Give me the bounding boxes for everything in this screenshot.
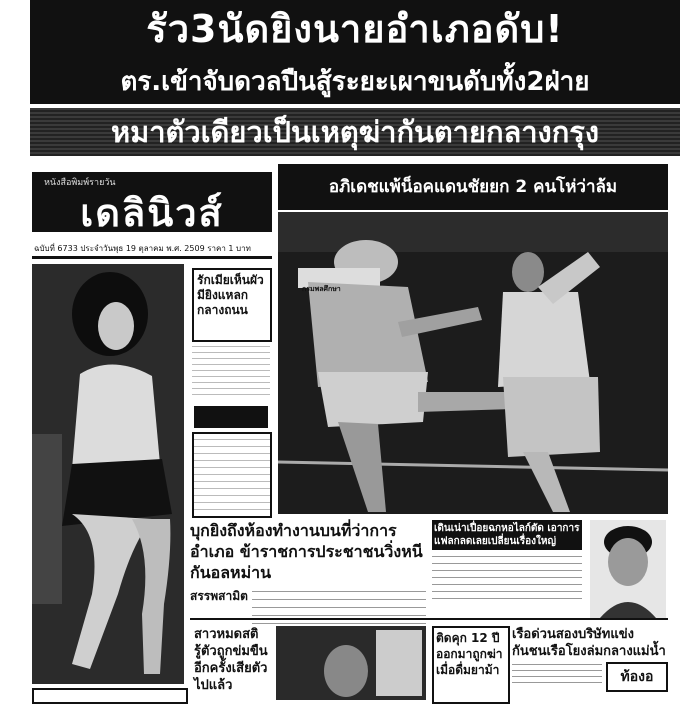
ad-box: ท้องอ — [606, 662, 668, 692]
side-box-title: รักเมียเห็นผัวมียิงแหลกกลางถนน — [197, 273, 264, 317]
bottom-figure-icon — [276, 626, 426, 700]
article-2-text — [432, 553, 582, 605]
article-4-box — [432, 626, 510, 704]
portrait-photo — [590, 520, 666, 618]
article-1-text — [252, 587, 426, 631]
side-box — [192, 268, 272, 342]
boxing-headline: อภิเดชแพ้น็อคแดนชัยยก 2 คนโห่ว่าล้ม — [278, 164, 668, 210]
article-3-headline: สาวหมดสติรู้ตัวถูกข่มขืนอีกครั้งเสียตัวไปแล้ว — [194, 627, 268, 693]
side-dark-label — [194, 406, 268, 428]
masthead-tagline: หนังสือพิมพ์รายวัน — [44, 178, 116, 188]
issue-line: ฉบับที่ 6733 ประจำวันพุธ 19 ตุลาคม พ.ศ. 2509 ราคา 1 บาท — [34, 244, 251, 253]
masthead-title: เดลินิวส์ — [80, 190, 224, 235]
headline-secondary: ตร.เข้าจับดวลปืนสู้ระยะเผาขนดับทั้ง2ฝ่าย — [30, 60, 680, 104]
article-5 — [512, 626, 668, 692]
article-1 — [190, 520, 426, 631]
bottom-rule — [190, 618, 668, 620]
article-2-headline: เดินเน่าเปื่อยฉกหอไลก์ตัด เอาการแฟลกลดเลยเปลี่ยนเรื่องใหญ่ — [432, 520, 582, 550]
masthead — [32, 172, 272, 235]
side-text-1 — [192, 344, 270, 400]
side-box-2 — [192, 432, 272, 518]
woman-photo — [32, 264, 184, 684]
article-3 — [194, 626, 270, 694]
boxing-photo — [278, 212, 668, 514]
boxers-figure-icon — [278, 212, 668, 514]
bottom-photo — [276, 626, 426, 700]
article-4-headline: ติดคุก 12 ปี ออกมาถูกฆ่าเมื่อดื่มยาม้า — [436, 631, 503, 677]
headline-main: รัว3นัดยิงนายอำเภอดับ! — [30, 0, 680, 60]
woman-figure-icon — [32, 264, 184, 684]
bottom-left-strip — [32, 688, 188, 704]
masthead-rule — [32, 256, 272, 259]
article-1-lead: สรรพสามิต — [190, 589, 248, 603]
portrait-face-icon — [590, 520, 666, 618]
article-2 — [432, 520, 582, 605]
article-5-headline: เรือด่วนสองบริษัทแข่งกันชนเรือโยงล่มกลางแม่น้ำ — [512, 627, 666, 659]
headline-third: หมาตัวเดียวเป็นเหตุฆ่ากันตายกลางกรุง — [30, 108, 680, 156]
article-1-headline: บุกยิงถึงห้องทำงานบนที่ว่าการอำเภอ ข้าราชการประชาชนวิ่งหนีกันอลหม่าน — [190, 521, 423, 582]
article-5-text — [512, 662, 602, 688]
belt-text: กรมพลศึกษา — [302, 285, 341, 293]
